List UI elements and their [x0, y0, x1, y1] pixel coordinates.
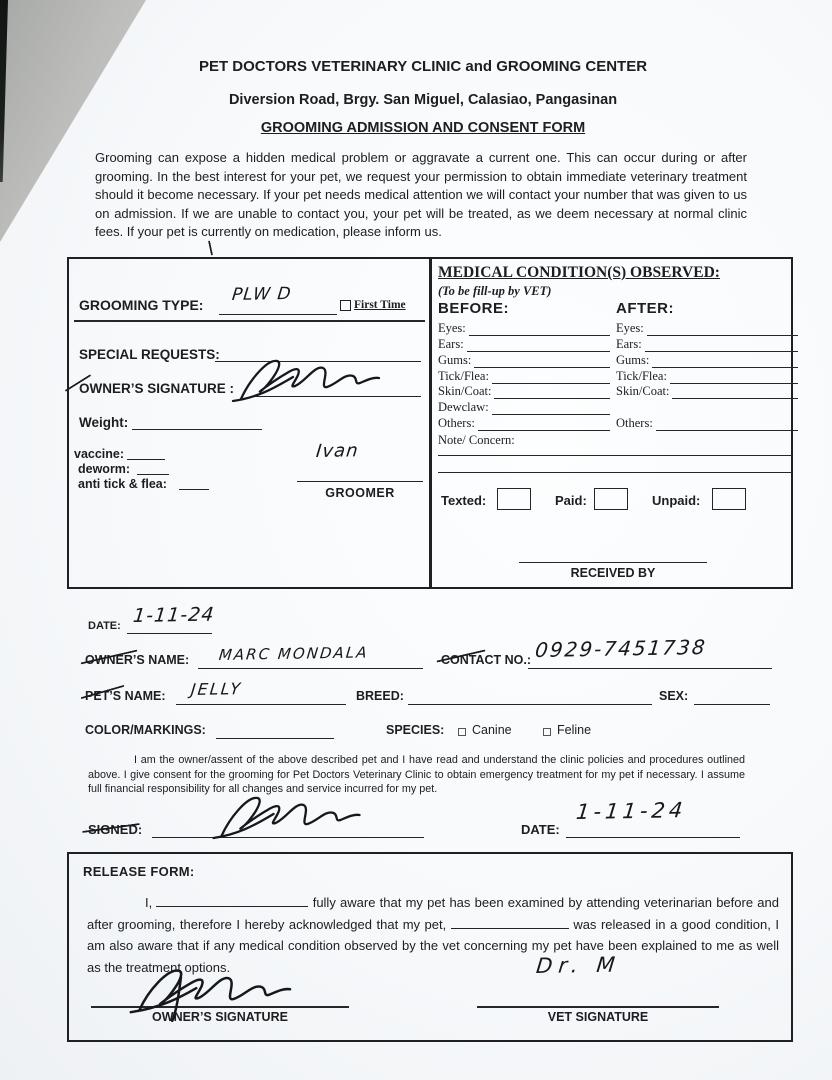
feline-checkbox: [543, 728, 551, 736]
first-time-label: First Time: [354, 299, 406, 311]
release-text-part2: fully aware that my pet has been examined by attending veterinarian before and after grooming, therefore I hereby acknowledged that my pet,: [87, 895, 779, 932]
date-label: DATE:: [88, 620, 121, 632]
medical-row: [616, 368, 798, 384]
release-text-part3: was released in a good condition, I am also aware that if any medical condition observed by the vet concerning my pet have been explained to me as well as the treatment options.: [87, 916, 779, 975]
medical-row: [438, 415, 610, 431]
medical-row-label: Others:: [616, 416, 653, 431]
grooming-medical-box: [67, 257, 793, 589]
medical-row-line: [652, 355, 798, 368]
sex-label: SEX:: [659, 689, 689, 703]
medical-row-label: Tick/Flea:: [438, 368, 489, 383]
vaccine-line: [127, 445, 165, 460]
vet-signature-label: VET SIGNATURE: [547, 1010, 649, 1024]
grooming-type-value-ink: PLW D: [231, 283, 293, 305]
medical-row: [616, 320, 798, 336]
paid-box: [594, 488, 628, 510]
medical-title: MEDICAL CONDITION(S) OBSERVED:: [438, 264, 720, 281]
note-line-1: [438, 455, 792, 456]
release-title: RELEASE FORM:: [83, 864, 195, 879]
before-header: BEFORE:: [438, 300, 509, 317]
unpaid-label: Unpaid:: [652, 493, 701, 508]
medical-row-label: Eyes:: [438, 320, 466, 335]
owner-name-ink: MARC MONDALA: [218, 643, 370, 664]
weight-label: Weight:: [79, 415, 129, 430]
medical-row-label: Eyes:: [616, 320, 644, 335]
medical-row-label: Gums:: [438, 352, 472, 367]
medical-row: [616, 352, 798, 368]
vaccine-label: vaccine:: [74, 447, 125, 461]
release-blank-pet: [451, 918, 569, 929]
date-value-ink: 1-11-24: [132, 603, 216, 627]
unpaid-box: [712, 488, 746, 510]
breed-label: BREED:: [356, 689, 404, 703]
received-by-label: RECEIVED BY: [570, 566, 656, 580]
medical-row: [438, 384, 610, 400]
contact-no-label: CONTACT NO.:: [441, 653, 532, 667]
vet-signature-ink: Dr. M: [535, 952, 623, 978]
note-concern-label: Note/ Concern:: [438, 433, 515, 447]
color-markings-line: [216, 719, 334, 739]
release-blank-owner: [156, 896, 308, 907]
anti-tick-flea-line: [179, 475, 209, 490]
species-label: SPECIES:: [386, 723, 445, 737]
medical-row: [438, 336, 610, 352]
medical-row-label: Gums:: [616, 352, 650, 367]
release-text-part1: I,: [145, 895, 153, 910]
medical-row-label: Others:: [438, 416, 475, 431]
pen-tick-mark: [208, 240, 213, 255]
texted-box: [497, 488, 531, 510]
medical-row: [438, 352, 610, 368]
groomer-label: GROOMER: [325, 486, 395, 500]
color-markings-label: COLOR/MARKINGS:: [85, 723, 206, 737]
intro-paragraph: Grooming can expose a hidden medical problem or aggravate a current one. This can occur during or after grooming. In the best interest for your pet, we request your permission to obtain immediate veterinary treatment should it become necessary. If your pet needs medical attention we will contact your number that was given to us on admission. If we are unable to contact you, your pet will be treated, as we deem necessary at normal clinic fees. If your pet is currently on medication, please inform us.: [95, 150, 747, 240]
medical-row: [438, 320, 610, 336]
owner-signature-bottom-ink: [124, 962, 299, 1022]
groomer-line: [297, 464, 423, 482]
medical-row-label: Skin/Coat:: [616, 384, 670, 399]
medical-row: [438, 399, 610, 415]
medical-row-line: [494, 386, 610, 399]
canine-checkbox: [458, 728, 466, 736]
medical-row: [616, 415, 798, 431]
groomer-name-ink: Ivan: [315, 440, 360, 462]
medical-row: [616, 336, 798, 352]
after-header: AFTER:: [616, 300, 674, 317]
medical-row-empty: [619, 402, 798, 415]
signed-signature-ink: [200, 788, 375, 840]
medical-row-line: [647, 323, 798, 336]
medical-row-label: Tick/Flea:: [616, 368, 667, 383]
deworm-line: [137, 460, 169, 475]
medical-row-line: [672, 386, 798, 399]
release-form-box: [67, 852, 793, 1042]
paid-label: Paid:: [555, 493, 587, 508]
sex-line: [694, 685, 770, 705]
medical-row-line: [469, 323, 610, 336]
medical-row-label: Dewclaw:: [438, 400, 489, 415]
medical-row-label: Ears:: [616, 336, 642, 351]
consent-date-label: DATE:: [521, 822, 560, 837]
owner-name-label: OWNER’S NAME:: [85, 653, 190, 667]
feline-label: Feline: [557, 723, 592, 737]
medical-row-label: Skin/Coat:: [438, 384, 492, 399]
consent-date-ink: 1-11-24: [575, 798, 688, 824]
clinic-address: Diversion Road, Brgy. San Miguel, Calasiao, Pangasinan: [228, 92, 618, 108]
canine-label: Canine: [472, 723, 512, 737]
medical-row-label: Ears:: [438, 336, 464, 351]
medical-row: [616, 384, 798, 400]
medical-row: [438, 368, 610, 384]
grooming-type-label: GROOMING TYPE:: [79, 297, 204, 313]
medical-row-line: [645, 339, 798, 352]
medical-row-line: [467, 339, 610, 352]
consent-paragraph: I am the owner/assent of the above described pet and I have read and understand the clinic policies and procedures outlined above. I give consent for the grooming for Pet Doctors Veterinary Clinic to obtain emergency treatment for my pet if necessary. I assume full financial responsibility for all changes and service incurred for my pet.: [88, 754, 745, 796]
first-time-checkbox: [340, 300, 351, 311]
clinic-name: PET DOCTORS VETERINARY CLINIC and GROOMING CENTER: [198, 58, 648, 75]
medical-row-line: [478, 418, 610, 431]
pets-name-ink: JELLY: [190, 679, 244, 699]
medical-row: [616, 399, 798, 415]
pets-name-label: PET’S NAME:: [85, 689, 166, 703]
texted-label: Texted:: [441, 493, 487, 508]
medical-rows: [438, 320, 792, 431]
contact-no-ink: 0929-7451738: [534, 635, 709, 662]
medical-row-line: [492, 402, 610, 415]
breed-line: [408, 685, 652, 705]
owner-signature-ink: [227, 351, 387, 403]
medical-subtitle: (To be fill-up by VET): [438, 284, 552, 298]
medical-row-line: [670, 371, 798, 384]
deworm-label: deworm:: [78, 462, 131, 476]
signed-label: SIGNED:: [88, 822, 143, 837]
weight-line: [132, 413, 262, 430]
owner-signature-bottom-label: OWNER’S SIGNATURE: [152, 1010, 288, 1024]
medical-row-line: [492, 371, 610, 384]
medical-row-line: [656, 418, 798, 431]
form-title: GROOMING ADMISSION AND CONSENT FORM: [260, 120, 586, 136]
received-by-line: [519, 562, 707, 563]
owner-signature-label: OWNER’S SIGNATURE :: [79, 381, 234, 396]
section-separator-line: [74, 320, 425, 322]
medical-row-line: [474, 355, 610, 368]
note-line-2: [438, 472, 792, 473]
anti-tick-flea-label: anti tick & flea:: [78, 477, 167, 491]
special-requests-label: SPECIAL REQUESTS:: [79, 347, 220, 362]
vet-signature-line: [477, 1006, 719, 1008]
column-divider: [429, 259, 432, 587]
